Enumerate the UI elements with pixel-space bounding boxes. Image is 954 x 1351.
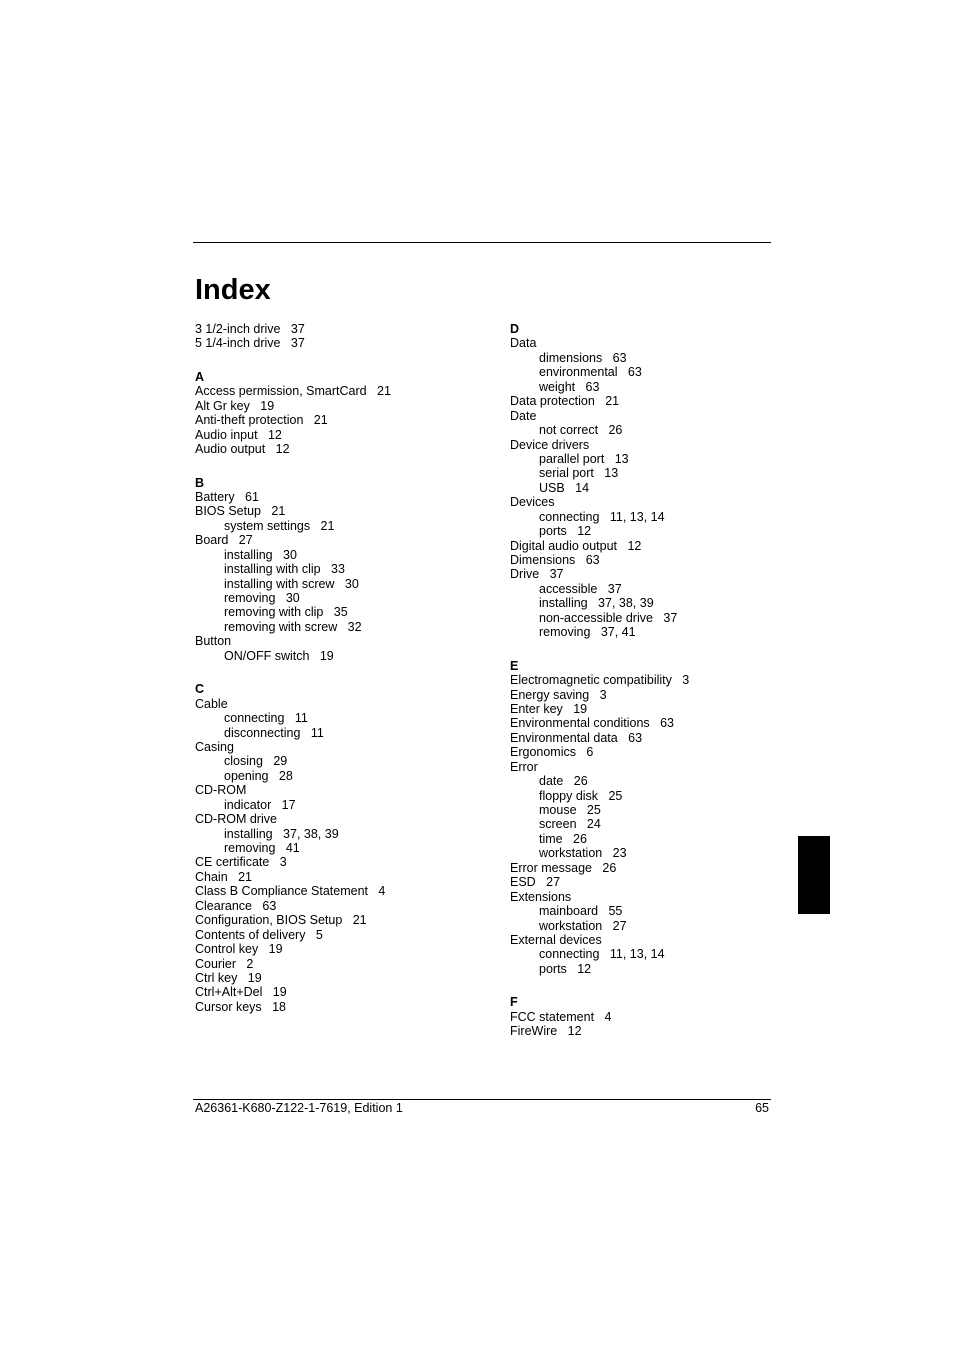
index-subentry: installing with screw 30 xyxy=(224,576,359,591)
section-thumb-tab xyxy=(798,836,830,914)
index-subentry: not correct 26 xyxy=(539,423,623,438)
index-entry: Anti-theft protection 21 xyxy=(195,413,328,428)
index-entry: Digital audio output 12 xyxy=(510,538,642,553)
index-entry: 5 1/4-inch drive 37 xyxy=(195,336,305,351)
index-entry: Data xyxy=(510,336,537,351)
index-entry: Enter key 19 xyxy=(510,701,588,716)
index-column-right xyxy=(510,322,810,1039)
section-gap xyxy=(195,351,495,370)
index-entry: Courier 2 xyxy=(195,956,254,971)
index-entry: Environmental data 63 xyxy=(510,730,643,745)
index-subentry: ports 12 xyxy=(539,961,592,976)
index-entry: Energy saving 3 xyxy=(510,687,607,702)
index-entry: Extensions xyxy=(510,889,572,904)
index-subentry: removing with screw 32 xyxy=(224,619,362,634)
index-subentry: mainboard 55 xyxy=(539,904,623,919)
index-entry: Alt Gr key 19 xyxy=(195,398,275,413)
index-subentry: parallel port 13 xyxy=(539,451,629,466)
index-subentry: connecting 11, 13, 14 xyxy=(539,509,665,524)
index-subentry: installing 37, 38, 39 xyxy=(224,826,339,841)
index-entry: Class B Compliance Statement 4 xyxy=(195,884,386,899)
index-entry: FCC statement 4 xyxy=(510,1009,612,1024)
index-letter-heading: D xyxy=(510,322,520,336)
index-entry: Audio output 12 xyxy=(195,442,290,457)
index-subentry: system settings 21 xyxy=(224,518,335,533)
index-subentry: weight 63 xyxy=(539,379,600,394)
index-subentry: removing 41 xyxy=(224,841,300,855)
index-entry: Button xyxy=(195,634,232,649)
header-rule xyxy=(193,242,771,243)
index-subentry: serial port 13 xyxy=(539,466,619,481)
index-entry: Battery 61 xyxy=(195,489,259,504)
index-entry: 3 1/2-inch drive 37 xyxy=(195,322,305,336)
index-subentry: workstation 27 xyxy=(539,918,627,933)
index-subentry: non-accessible drive 37 xyxy=(539,610,678,625)
index-subentry: accessible 37 xyxy=(539,581,622,596)
index-entry: CD-ROM drive xyxy=(195,812,277,827)
index-subentry: indicator 17 xyxy=(224,797,296,812)
index-entry: Ctrl key 19 xyxy=(195,970,262,985)
index-letter-heading: E xyxy=(510,658,519,673)
index-subentry: installing with clip 33 xyxy=(224,562,345,577)
footer-document-id: A26361-K680-Z122-1-7619, Edition 1 xyxy=(195,1101,403,1115)
index-entry: Contents of delivery 5 xyxy=(195,927,323,942)
index-subentry: removing 37, 41 xyxy=(539,625,636,640)
section-gap xyxy=(510,976,810,995)
index-subentry: screen 24 xyxy=(539,817,601,832)
index-subentry: connecting 11 xyxy=(224,711,308,726)
index-letter-heading: F xyxy=(510,995,518,1010)
index-subentry: ports 12 xyxy=(539,524,592,539)
index-entry: Device drivers xyxy=(510,437,590,452)
footer-rule xyxy=(193,1099,771,1100)
index-subentry: opening 28 xyxy=(224,768,293,783)
index-subentry: ON/OFF switch 19 xyxy=(224,648,334,663)
index-entry: Clearance 63 xyxy=(195,898,277,913)
section-gap xyxy=(510,640,810,659)
index-subentry: connecting 11, 13, 14 xyxy=(539,947,665,962)
index-entry: Board 27 xyxy=(195,533,253,548)
index-letter-heading: A xyxy=(195,369,205,384)
index-subentry: date 26 xyxy=(539,774,588,789)
index-entry: Devices xyxy=(510,495,555,510)
index-entry: Environmental conditions 63 xyxy=(510,716,674,731)
index-entry: Control key 19 xyxy=(195,942,283,957)
page-title: Index xyxy=(195,274,271,306)
index-subentry: installing 37, 38, 39 xyxy=(539,596,654,611)
index-subentry: removing with clip 35 xyxy=(224,605,348,620)
index-entry: BIOS Setup 21 xyxy=(195,504,286,519)
index-entry: Access permission, SmartCard 21 xyxy=(195,384,391,399)
index-entry: Error xyxy=(510,759,538,774)
index-entry: Date xyxy=(510,408,537,423)
index-entry: Drive 37 xyxy=(510,567,564,582)
index-entry: Configuration, BIOS Setup 21 xyxy=(195,913,367,928)
index-entry: FireWire 12 xyxy=(510,1024,582,1039)
index-entry: Cursor keys 18 xyxy=(195,999,287,1014)
index-entry: Dimensions 63 xyxy=(510,553,600,567)
index-subentry: installing 30 xyxy=(224,547,297,562)
index-subentry: dimensions 63 xyxy=(539,350,627,365)
index-subentry: time 26 xyxy=(539,831,587,846)
footer-page-number: 65 xyxy=(755,1101,769,1115)
index-entry: Casing xyxy=(195,739,234,754)
index-subentry: removing 30 xyxy=(224,591,300,605)
index-subentry: workstation 23 xyxy=(539,846,627,861)
section-gap xyxy=(195,663,495,682)
index-entry: Chain 21 xyxy=(195,869,252,884)
index-entry: Cable xyxy=(195,696,228,711)
section-gap xyxy=(195,457,495,476)
index-entry: CD-ROM xyxy=(195,783,247,798)
index-subentry: environmental 63 xyxy=(539,365,642,380)
index-subentry: USB 14 xyxy=(539,480,590,495)
index-subentry: floppy disk 25 xyxy=(539,788,623,803)
index-entry: Electromagnetic compatibility 3 xyxy=(510,673,690,688)
index-subentry: closing 29 xyxy=(224,754,288,769)
index-subentry: mouse 25 xyxy=(539,803,601,817)
index-entry: External devices xyxy=(510,932,602,947)
index-entry: Audio input 12 xyxy=(195,427,282,442)
index-letter-heading: B xyxy=(195,475,205,490)
index-entry: Ergonomics 6 xyxy=(510,745,594,760)
index-entry: CE certificate 3 xyxy=(195,855,287,870)
index-entry: ESD 27 xyxy=(510,875,561,890)
index-entry: Data protection 21 xyxy=(510,394,620,409)
index-entry: Error message 26 xyxy=(510,860,617,875)
index-entry: Ctrl+Alt+Del 19 xyxy=(195,985,287,1000)
index-column-left xyxy=(195,322,495,1014)
index-subentry: disconnecting 11 xyxy=(224,725,324,740)
index-letter-heading: C xyxy=(195,682,205,697)
